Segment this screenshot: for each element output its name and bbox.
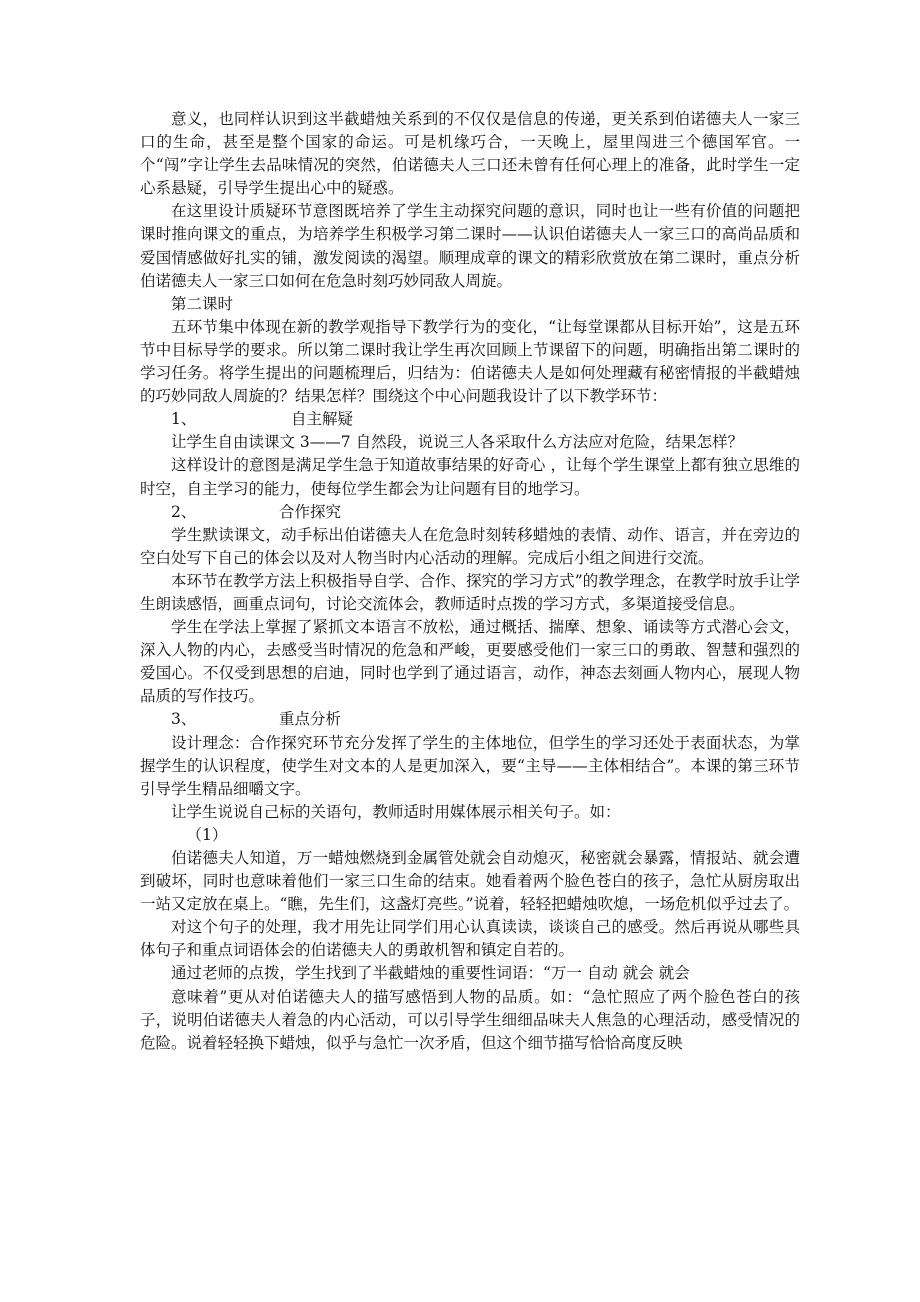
paragraph-intro-continued: 意义，也同样认识到这半截蜡烛关系到的不仅仅是信息的传递，更关系到伯诺德夫人一家三口的生命，甚至是整个国家的命运。可是机缘巧合，一天晚上，屋里闯进三个德国军官。一个“闯”字让学生去品味情况的突然，伯诺德夫人三口还未曾有任何心理上的准备，此时学生一定心系悬疑，引导学生提出心中的疑惑。	[140, 110, 800, 198]
paragraph-step2-outcome: 学生在学法上掌握了紧抓文本语言不放松，通过概括、揣摩、想象、诵读等方式潜心会文，深入人物的内心，去感受当时情况的危急和严峻，更要感受他们一家三口的勇敢、智慧和强烈的爱国心。不仅受到思想的启迪，同时也学到了通过语言，动作，神态去刻画人物内心，展现人物品质的写作技巧。	[140, 618, 800, 706]
paragraph-handling: 对这个句子的处理，我才用先让同学们用心认真读读，谈谈自己的感受。然后再说从哪些具体句子和重点词语体会的伯诺德夫人的勇敢机智和镇定自若的。	[140, 918, 800, 960]
section-title-second-lesson: 第二课时	[171, 294, 234, 313]
step-heading-2	[140, 501, 800, 524]
paragraph-quoted-text: 伯诺德夫人知道，万一蜡烛燃烧到金属管处就会自动熄灭，秘密就会暴露，情报站、就会遭到破坏，同时也意味着他们一家三口生命的结束。她看着两个脸色苍白的孩子，急忙从厨房取出一站又定放在桌上。“瞧，先生们，这盏灯亮些。”说着，轻轻把蜡烛吹熄，一场危机似乎过去了。	[140, 849, 800, 914]
paragraph-step1-intent: 这样设计的意图是满足学生急于知道故事结果的好奇心 ，让每个学生课堂上都有独立思维的时空，自主学习的能力，使每位学生都会为让问题有目的地学习。	[140, 456, 800, 498]
paragraph-design-intent: 在这里设计质疑环节意图既培养了学生主动探究问题的意识，同时也让一些有价值的问题把课时推向课文的重点，为培养学生积极学习第二课时——认识伯诺德夫人一家三口的高尚品质和爱国情感做好扎实的铺，激发阅读的渴望。顺理成章的课文的精彩欣赏放在第二课时，重点分析伯诺德夫人一家三口如何在危急时刻巧妙同敌人周旋。	[140, 202, 800, 290]
document-page	[140, 108, 800, 1055]
paragraph-character-analysis: 意味着”更从对伯诺德夫人的描写感悟到人物的品质。如：“急忙照应了两个脸色苍白的孩子，说明伯诺德夫人着急的内心活动，可以引导学生细细品味夫人焦急的心理活动，感受情况的危险。说着轻轻换下蜡烛，似乎与急忙一次矛盾，但这个细节描写恰恰高度反映	[140, 987, 800, 1052]
paragraph-step1-task: 让学生自由读课文 3——7 自然段，说说三人各采取什么方法应对危险，结果怎样？	[171, 433, 744, 452]
step-number-2: 2、	[171, 502, 197, 521]
step-title-2: 合作探究	[279, 502, 342, 521]
list-item-marker-1: （1）	[186, 825, 228, 844]
paragraph-step2-task: 学生默读课文，动手标出伯诺德夫人在危急时刻转移蜡烛的表情、动作、语言，并在旁边的空白处写下自己的体会以及对人物当时内心活动的理解。完成后小组之间进行交流。	[140, 525, 800, 567]
step-number-1: 1、	[171, 410, 197, 429]
paragraph-step3-task: 让学生说说自己标的关语句，教师适时用媒体展示相关句子。如：	[171, 802, 621, 821]
step-heading-1	[140, 408, 800, 431]
paragraph-key-words: 通过老师的点拨，学生找到了半截蜡烛的重要性词语：“万一 自动 就会 就会	[171, 964, 690, 983]
step-title-1: 自主解疑	[291, 410, 354, 429]
step-heading-3	[140, 708, 800, 731]
paragraph-five-steps: 五环节集中体现在新的教学观指导下教学行为的变化，“让每堂课都从目标开始”，这是五环节中目标导学的要求。所以第二课时我让学生再次回顾上节课留下的问题，明确指出第二课时的学习任务。将学生提出的问题梳理后，归结为：伯诺德夫人是如何处理藏有秘密情报的半截蜡烛的巧妙同敌人周旋的？结果怎样？围绕这个中心问题我设计了以下教学环节：	[140, 317, 800, 406]
paragraph-step3-concept: 设计理念：合作探究环节充分发挥了学生的主体地位，但学生的学习还处于表面状态，为掌握学生的认识程度，使学生对文本的人是更加深入，要“主导——主体相结合”。本课的第三环节引导学生精品细嚼文字。	[140, 733, 800, 798]
step-title-3: 重点分析	[279, 710, 342, 729]
step-number-3: 3、	[171, 710, 197, 729]
paragraph-step2-method: 本环节在教学方法上积极指导自学、合作、探究的学习方式”的教学理念，在教学时放手让学生朗读感悟，画重点词句，讨论交流体会，教师适时点拨的学习方式，多渠道接受信息。	[140, 571, 800, 613]
